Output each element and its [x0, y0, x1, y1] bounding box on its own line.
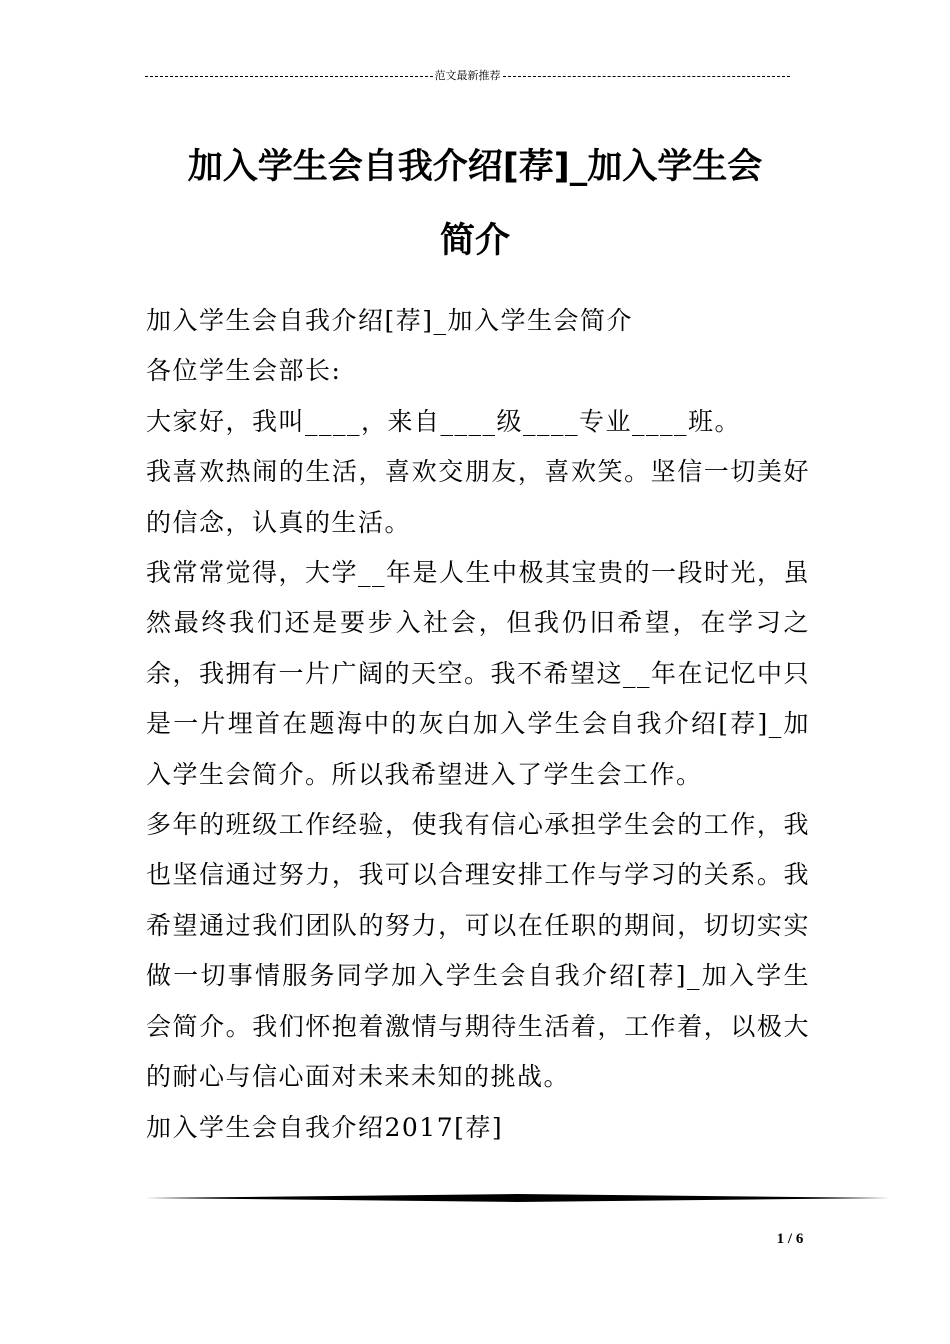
paragraph-subtitle: 加入学生会自我介绍[荐]_加入学生会简介 [146, 306, 634, 335]
footer-rule [145, 1193, 890, 1205]
title-line-1: 加入学生会自我介绍[荐]_加入学生会 [187, 147, 763, 187]
header-rule [145, 68, 790, 84]
paragraph-salutation: 各位学生会部长: [146, 356, 342, 386]
paragraph-next-heading: 加入学生会自我介绍2017[荐] [146, 1112, 504, 1142]
document-title [145, 130, 805, 278]
paragraph-experience: 多年的班级工作经验，使我有信心承担学生会的工作，我也坚信通过努力，我可以合理安排工作与学习的关系。我希望通过我们团队的努力，可以在任职的期间，切切实实做一切事情服务同学加入学生会自我介绍[荐]_加入学生会简介。我们怀抱着激情与期待生活着，工作着，以极大的耐心与信心面对未来未知的挑战。 [146, 810, 810, 1092]
header-dashes-right [503, 76, 791, 77]
paragraph-university: 我常常觉得，大学__年是人生中极其宝贵的一段时光，虽然最终我们还是要步入社会，但我仍旧希望，在学习之余，我拥有一片广阔的天空。我不希望这__年在记忆中只是一片埋首在题海中的灰白加入学生会自我介绍[荐]_加入学生会简介。所以我希望进入了学生会工作。 [146, 558, 811, 789]
paragraph-hobbies: 我喜欢热闹的生活，喜欢交朋友，喜欢笑。坚信一切美好的信念，认真的生活。 [146, 457, 810, 537]
header-label: 范文最新推荐 [434, 69, 501, 82]
document-body [146, 296, 810, 1153]
title-line-2: 简介 [439, 221, 510, 261]
header-dashes-left [145, 76, 433, 77]
page-number: 1 / 6 [776, 1231, 804, 1247]
footer-rule-graphic [145, 1193, 890, 1205]
paragraph-greeting: 大家好，我叫____，来自____级____专业____班。 [146, 406, 742, 436]
